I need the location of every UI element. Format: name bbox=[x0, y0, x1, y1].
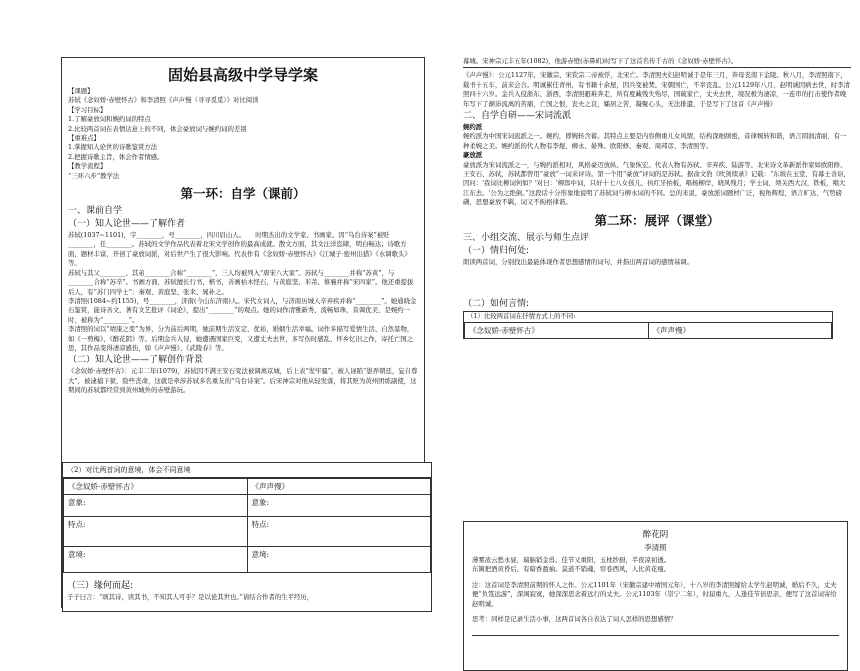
poem-note: 注：这首词是李清照前期的怀人之作。公元1101年（宋徽宗建中靖国元年），十八岁的李清照嫁给太学生赵明诚，婚后不久，丈夫便“负笈远游”，深闺寂寞，她深深思念着远行的丈夫。公元1103年（崇宁二年），时届重九，人逢佳节倍思亲，便写了这首词寄给赵明诚。 bbox=[472, 580, 837, 608]
subsection-heading: （三）缘何而起: bbox=[67, 581, 134, 591]
header-line: 【教学流程】 bbox=[68, 162, 107, 171]
col-header: 《声声慢》 bbox=[648, 322, 832, 338]
background-paragraph: 《声声慢》：公元1127年，宋徽宗、宋钦宗二帝被俘，北宋亡。李清照夫妇赵明诚于是年三月，奔母丧南下金陵。秋八月，李清照南下，载书十五车，前来会合。明诚累任青州，有书籍十余屋，因兵变被焚。宋朝国亡，不幸丧乱。公元1129年八月，赵明诚因病去世，时李清照四十六岁。金兵入侵浙东、浙西，李清照避难奔走，所有度藏残失殆尽，国破家亡，丈夫去世，境况极为凄凉，一连串的打击使作者晚年写下了颠沛流离的苦痛，亡国之恨，丧夫之哀，孀居之苦，凝聚心头，无法排遣，于是写下了这首《声声慢》 bbox=[463, 71, 850, 108]
answer-cell[interactable]: 意象: bbox=[247, 495, 431, 517]
school-paragraph: 豪放派为宋词流派之一，与婉约派相对，风格豪迈放纵、气象恢宏。代表人物有苏轼、辛弃疾、陆游等。北宋诗文革新派作家如欧阳修、王安石、苏轼，苏轼都曾用“豪放”一词来评诗。第一个用“豪放”评词的是苏轼。据俞文豹《吹剑续录》记载：“东坡在玉堂，有幕士善讴，因问：'我词比柳词何如？'对曰：'柳郎中词，只好十七八女孩儿，执红牙拍板，唱杨柳岸，晓风残月；学士词，须关西大汉，铁板，唱大江东去。'公为之绝倒。”这段话十分形象地说明了苏轼词与柳永词的不同。总的来说，豪放派词题材广泛，视角辉煌，语言旷达，气势磅礴，思想豪放不羁，词又不拘格律谐。 bbox=[463, 160, 850, 207]
school-heading: 婉约派 bbox=[463, 123, 483, 132]
answer-cell[interactable]: 意境: bbox=[247, 547, 431, 573]
answer-line[interactable] bbox=[472, 634, 839, 636]
header-line: 【重难点】 bbox=[68, 134, 100, 143]
col-header: 《念奴娇·赤壁怀古》 bbox=[64, 479, 248, 495]
author-paragraph: 苏轼与其父________、其弟________合称“________”，三人均被列入“唐宋八大家”。苏轼与________并称“苏黄”，与________合称“苏辛”。书画方面，苏轼擅长行书、楷书，善画枯木怪石，与黄庭坚、米芾、蔡襄并称“宋四家”。他还重提拔后人，有“苏门四学士”：秦观、黄庭坚、张耒、晁补之。 bbox=[68, 268, 414, 296]
comparison-prompt: （2）对比两首词的意境，体会不同意境 bbox=[63, 463, 431, 478]
header-line: 【课题】 bbox=[68, 87, 94, 95]
header-line: 1.了解豪放词和婉约词的特点 bbox=[68, 115, 151, 124]
poem-box bbox=[463, 521, 848, 671]
right-content bbox=[463, 57, 851, 339]
expression-box bbox=[463, 311, 833, 338]
answer-cell[interactable]: 意象: bbox=[64, 495, 248, 517]
section-heading: 一、课前自学 bbox=[68, 206, 123, 217]
question-text: （1）比较两首词在抒情方式上的不同: bbox=[467, 312, 576, 321]
col-header: 《念奴娇·赤壁怀古》 bbox=[465, 322, 649, 338]
header-line: “三环六步”教学法 bbox=[68, 171, 120, 180]
author-paragraph: 李清照(1084~约1155)，号________，济南(今山东济南)人。宋代女词人，与济南历城人辛弃疾并称“________”。她通晓金石鉴赏，能诗善文，著有文艺批评《词论》，提出“________”的观点。她的词作清雅新秀，流畅如珠，音调优美，是婉约一时，被称为“________”。 bbox=[68, 296, 417, 324]
school-heading: 豪放派 bbox=[463, 151, 483, 160]
poem-author: 李清照 bbox=[644, 543, 667, 552]
poem-title: 醉花阴 bbox=[642, 530, 669, 540]
author-paragraph: 苏轼(1037~1101)，字________，号________，四川眉山人。 时期杰出的文学家、书画家。因“乌台诗案”被贬________，任________。苏轼的文学作品代表着北宋文学创作的最高成就。散文方面，其文汪洋恣肆，明白畅达；诗歌方面，题材丰富，开创了豪放词派，对后世产生了很大影响。代表作有《念奴娇·赤壁怀古》《江城子·密州出猎》《水调歌头》等。 bbox=[68, 231, 411, 268]
expression-table bbox=[464, 322, 832, 339]
page-title: 固始县高级中学导学案 bbox=[167, 66, 318, 84]
poem-line: 薄雾浓云愁永昼，瑞脑销金兽。佳节又重阳，玉枕纱厨，半夜凉初透。 bbox=[472, 556, 671, 564]
school-paragraph: 婉约派为中国宋词流派之一。婉约，即婉转含蓄。其特点主要是内容侧重儿女风情，结构深细缜密，音律婉转和谐，语言圆润清丽，有一种柔婉之美。婉约派的代人物有李煜、柳永、晏殊、欧阳修、秦观、周邦彦、李清照等。 bbox=[463, 132, 847, 150]
poem-line: 东篱把酒黄昏后，有暗香盈袖。莫道不销魂，帘卷西风，人比黄花瘦。 bbox=[472, 565, 671, 574]
section-heading: 三、小组交流、展示与师生点评 bbox=[463, 232, 590, 243]
answer-space[interactable] bbox=[463, 267, 851, 297]
subsection-heading: （二）如何言情: bbox=[463, 299, 530, 310]
subsection-heading: （一）情归何处: bbox=[463, 245, 530, 256]
background-paragraph: 幕城。宋神宗元丰五年(1082)，他游赤壁(赤鼻矶)时写下了这首名传千古的《念奴娇·赤壁怀古》。 bbox=[463, 57, 738, 65]
header-line: 2.比较两首词在表情达意上的不同，体会豪放词与婉约词的差别 bbox=[68, 124, 247, 133]
header-line: 苏轼《念奴娇·赤壁怀古》和李清照《声声慢（寻寻觅觅）》对比阅读 bbox=[68, 96, 259, 105]
left-page bbox=[61, 57, 425, 608]
mood-comparison-box bbox=[62, 462, 432, 612]
right-page bbox=[455, 57, 851, 624]
header-line: 【学习目标】 bbox=[68, 105, 107, 114]
mood-comparison-table bbox=[63, 478, 431, 573]
author-paragraph: 李清照的词以“靖康之变”为界，分为前后两期，她前期生活安定、优裕，婚姻生活幸福。词作多描写爱情生活、自然景物，如《一剪梅》、《醉花阴》等。后期金兵入侵，她遭遇国家巨变，又遭丈夫去世，多写伤时感乱、怀乡忆旧之作，寄托亡国之思，其作品变得凄凉感伤，如《声声慢》、《武陵春》等。 bbox=[68, 325, 414, 352]
answer-cell[interactable]: 特点: bbox=[247, 517, 431, 547]
question-text: 朗读两首词，分别找出最能体现作者思想感情的词句，并指出两首词的感情基调。 bbox=[463, 257, 694, 266]
background-paragraph: 《念奴娇·赤壁怀古》：元丰二年(1079)，苏轼因不满王安石变法被调离京城，后上表“发牢骚”，被人诬陷“愚弄朝廷，妄自尊大”，被逮捕下狱，险些丧命，这就是牵涉苏轼多名重友的“乌台诗案”。后宋神宗对他从轻发落，将其贬为黄州团练副使，这期间的苏轼都经常到黄州城外的赤壁游玩。 bbox=[68, 367, 418, 395]
ring-one-heading: 第一环：自学（课前） bbox=[180, 186, 306, 202]
tail-text: 子子曰言：“颂其诗，读其书，不知其人可乎？是以论其世也。”请结合作者的生平经历， bbox=[67, 593, 314, 601]
divider bbox=[463, 66, 851, 68]
answer-cell[interactable]: 意境: bbox=[64, 547, 248, 573]
subsection-heading: （二）知人论世——了解创作背景 bbox=[68, 355, 204, 366]
ring-two-heading: 第二环：展评（课堂） bbox=[594, 212, 720, 228]
subsection-heading: （一）知人论世——了解作者 bbox=[68, 219, 186, 230]
header-line: 1.掌握知人论世的诗歌鉴赏方法 bbox=[68, 143, 158, 152]
section-heading: 二、自学自研——宋词流派 bbox=[463, 111, 572, 122]
col-header: 《声声慢》 bbox=[247, 479, 431, 495]
answer-cell[interactable]: 特点: bbox=[64, 517, 248, 547]
header-line: 2.把握诗歌主旨，体会作者情感。 bbox=[68, 152, 164, 161]
poem-question: 思考：同样是记录生活小事，这两首词各自表达了词人怎样的思想感情？ bbox=[472, 615, 677, 624]
